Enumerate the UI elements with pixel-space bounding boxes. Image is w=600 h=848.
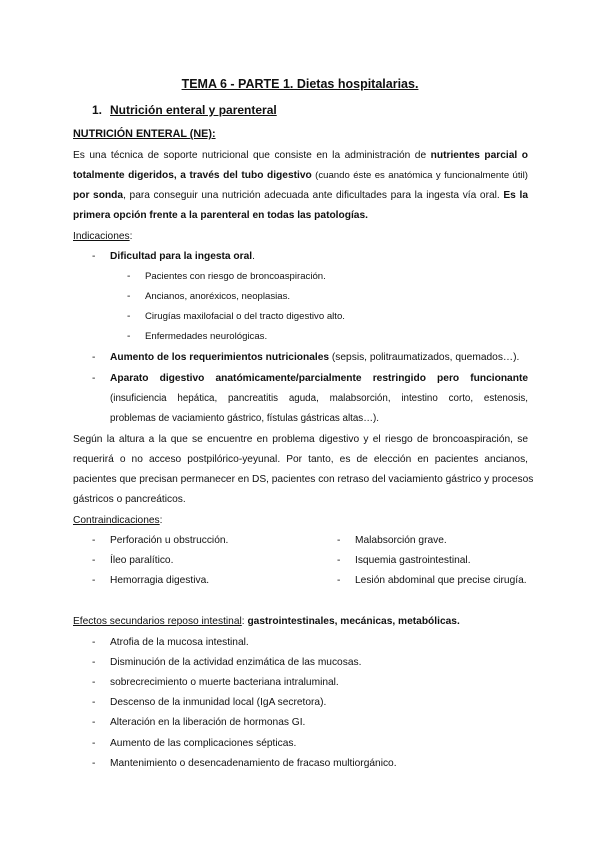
efectos-item: Aumento de las complicaciones sépticas. [110,738,297,749]
efectos-item: sobrecrecimiento o muerte bacteriana intraluminal. [110,677,339,688]
bullet-dash: - [92,677,96,688]
bullet-dash: - [92,535,96,546]
page-title: TEMA 6 - PARTE 1. Dietas hospitalarias. [181,77,419,91]
bullet-dash: - [92,657,96,668]
efectos-item: Alteración en la liberación de hormonas GI. [110,717,306,728]
efectos-item: Disminución de la actividad enzimática de las mucosas. [110,657,362,668]
contra-item: Íleo paralítico. [110,555,174,566]
bullet-dash: - [92,575,96,586]
intro-line-2: totalmente digeridos, a través del tubo digestivo (cuando éste es anatómica y funcionalmente útil) [73,170,529,181]
bullet-dash: - [92,697,96,708]
ind3-line-3: problemas de vaciamiento gástrico, fístulas gástricas altas…). [110,413,379,424]
bullet-dash: - [92,555,96,566]
ind1-item: Pacientes con riesgo de broncoaspiración. [145,271,326,282]
efectos-heading: Efectos secundarios reposo intestinal: gastrointestinales, mecánicas, metabólicas. [73,616,460,627]
contraindicaciones-label: Contraindicaciones: [73,515,163,526]
bullet-dash: - [92,251,96,262]
bullet-dash: - [92,373,96,384]
intro-line-3: por sonda, para conseguir una nutrición adecuada ante dificultades para la ingesta vía oral. Es la [73,190,528,201]
contra-item: Malabsorción grave. [355,535,447,546]
section-heading: Nutrición enteral y parenteral [110,103,277,117]
bullet-dash: - [92,738,96,749]
bullet-dash: - [92,637,96,648]
para2-line-4: gástricos o pancreáticos. [73,494,186,505]
bullet-dash: - [337,535,341,546]
bullet-dash: - [92,352,96,363]
para2-line-3: pacientes que precisan permanecer en DS, pacientes con retraso del vaciamiento gástrico y procesos [73,474,534,485]
bullet-dash: - [127,311,131,322]
efectos-item: Descenso de la inmunidad local (IgA secretora). [110,697,327,708]
section-number: 1. [92,103,103,117]
bullet-dash: - [127,271,131,282]
ind1-item: Ancianos, anoréxicos, neoplasias. [145,291,291,302]
intro-line-1: Es una técnica de soporte nutricional que consiste en la administración de nutrientes parcial o [73,150,528,161]
ind3-line-1: Aparato digestivo anatómicamente/parcialmente restringido pero funcionante [110,373,528,384]
bullet-dash: - [337,575,341,586]
para2-line-1: Según la altura a la que se encuentre en problema digestivo y el riesgo de broncoaspiración, se [73,434,528,445]
bullet-dash: - [337,555,341,566]
bullet-dash: - [127,291,131,302]
bullet-dash: - [92,758,96,769]
ind1-item: Enfermedades neurológicas. [145,331,268,342]
para2-line-2: requerirá o no acceso postpilórico-yeyunal. Por tanto, es de elección en pacientes ancianos, [73,454,528,465]
bullet-dash: - [92,717,96,728]
ind1-item: Cirugías maxilofacial o del tracto digestivo alto. [145,311,345,322]
contra-item: Perforación u obstrucción. [110,535,229,546]
efectos-item: Mantenimiento o desencadenamiento de fracaso multiorgánico. [110,758,397,769]
bullet-dash: - [127,331,131,342]
ind3-line-2: (insuficiencia hepática, pancreatitis aguda, malabsorción, intestino corto, estenosis, [110,393,528,404]
contra-item: Lesión abdominal que precise cirugía. [355,575,527,586]
efectos-item: Atrofia de la mucosa intestinal. [110,637,249,648]
intro-line-4: primera opción frente a la parenteral en todas las patologías. [73,210,368,221]
contra-item: Hemorragia digestiva. [110,575,210,586]
ne-heading: NUTRICIÓN ENTERAL (NE): [73,128,216,140]
ind1-label: Dificultad para la ingesta oral. [110,251,255,262]
ind2: Aumento de los requerimientos nutricionales (sepsis, politraumatizados, quemados…). [110,352,520,363]
contra-item: Isquemia gastrointestinal. [355,555,471,566]
indicaciones-label: Indicaciones: [73,231,133,242]
